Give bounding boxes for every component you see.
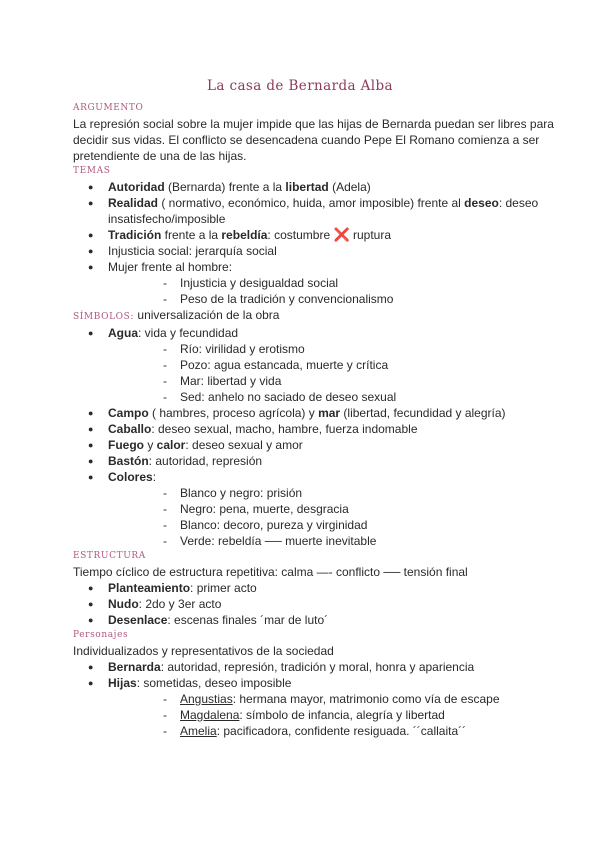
heading-estructura: ESTRUCTURA: [73, 551, 146, 561]
text: : escenas finales ´mar de luto´: [167, 613, 329, 627]
text: Mujer frente al hombre:: [108, 260, 233, 274]
underlined-name: Amelia: [180, 724, 217, 738]
simbolos-intro: universalización de la obra: [134, 308, 280, 322]
tema-realidad: [73, 195, 563, 227]
agua-sublist: [108, 341, 563, 405]
bold-text: Realidad: [108, 196, 159, 210]
bold-text: Desenlace: [108, 613, 168, 627]
list-item: [73, 580, 563, 596]
list-item: [108, 691, 563, 707]
text: : deseo sexual, macho, hambre, fuerza indomable: [151, 422, 418, 436]
list-item: - Blanco y negro: prisión: [108, 485, 563, 501]
bold-text: Bernarda: [108, 660, 161, 674]
bold-text: Caballo: [108, 422, 152, 436]
bold-text: Bastón: [108, 454, 149, 468]
bold-text: Campo: [108, 406, 149, 420]
estructura-text: Tiempo cíclico de estructura repetitiva: calma —- conflicto ── tensión final: [73, 565, 468, 579]
text: : pacificadora, confidente resiguada. ´´callaita´´: [216, 724, 467, 738]
text: (libertad, fecundidad y alegría): [340, 406, 506, 420]
estructura-list: [73, 580, 563, 628]
list-item: - Verde: rebeldía ── muerte inevitable: [108, 533, 563, 549]
simbolo-fuego: [73, 437, 563, 453]
list-item: - Río: virilidad y erotismo: [108, 341, 563, 357]
cross-mark-icon: ❌: [333, 227, 350, 242]
bold-text: Tradición: [108, 228, 162, 242]
text: ( normativo, económico, huida, amor imposible) frente al: [158, 196, 465, 210]
list-item: - Blanco: decoro, pureza y virginidad: [108, 517, 563, 533]
bold-text: Colores: [108, 470, 153, 484]
text: frente a la: [161, 228, 222, 242]
simbolos-list: [73, 325, 563, 549]
text: : sometidas, deseo imposible: [136, 676, 292, 690]
heading-personajes: Personajes: [73, 630, 129, 640]
text: : 2do y 3er acto: [138, 597, 222, 611]
text: : autoridad, represión, tradición y moral, honra y apariencia: [160, 660, 475, 674]
colores-sublist: [108, 485, 563, 549]
document-body: [73, 101, 563, 739]
text: (Adela): [328, 180, 371, 194]
heading-temas: TEMAS: [73, 166, 111, 176]
bold-text: Agua: [108, 326, 138, 340]
text: : vida y fecundidad: [138, 326, 239, 340]
bold-text: Fuego: [108, 438, 144, 452]
underlined-name: Angustias: [180, 692, 233, 706]
personaje-hijas: [73, 675, 563, 739]
list-item: [108, 723, 563, 739]
tema-autoridad: [73, 179, 563, 195]
text: : deseo sexual y amor: [185, 438, 303, 452]
tema-tradicion: [73, 227, 563, 243]
heading-simbolos: SÍMBOLOS:: [73, 312, 135, 322]
bold-text: calor: [156, 438, 186, 452]
list-item: - Negro: pena, muerte, desgracia: [108, 501, 563, 517]
simbolos-line: [73, 307, 563, 325]
simbolo-campo: [73, 405, 563, 421]
bold-text: mar: [318, 406, 341, 420]
personajes-text: Individualizados y representativos de la sociedad: [73, 644, 334, 658]
text: :: [152, 470, 157, 484]
bold-text: Autoridad: [108, 180, 165, 194]
list-item: [73, 612, 563, 628]
text: : autoridad, represión: [148, 454, 263, 468]
bold-text: Planteamiento: [108, 581, 191, 595]
bold-text: deseo: [464, 196, 499, 210]
document-title: La casa de Bernarda Alba: [206, 78, 393, 94]
bold-text: rebeldía: [221, 228, 268, 242]
text: ruptura: [349, 228, 391, 242]
list-item: [108, 707, 563, 723]
text: ( hambres, proceso agrícola) y: [148, 406, 319, 420]
list-item: - Peso de la tradición y convencionalismo: [108, 291, 563, 307]
text: (Bernarda) frente a la: [164, 180, 286, 194]
personajes-list: [73, 659, 563, 739]
list-item: [73, 596, 563, 612]
tema-mujer: [73, 259, 563, 307]
bold-text: Nudo: [108, 597, 139, 611]
temas-list: [73, 179, 563, 307]
text: : símbolo de infancia, alegría y libertad: [239, 708, 445, 722]
text: : primer acto: [190, 581, 257, 595]
bold-text: libertad: [285, 180, 329, 194]
bold-text: Hijas: [108, 676, 137, 690]
simbolo-baston: [73, 453, 563, 469]
argumento-text: La represión social sobre la mujer impide que las hijas de Bernarda puedan ser libres para decidir sus vidas. El conflicto se desencadena cuando Pepe El Romano comienza a ser pretendiente de una de las hijas.: [73, 117, 554, 163]
list-item: - Mar: libertad y vida: [108, 373, 563, 389]
underlined-name: Magdalena: [180, 708, 240, 722]
personaje-bernarda: [73, 659, 563, 675]
simbolo-caballo: [73, 421, 563, 437]
list-item: - Injusticia y desigualdad social: [108, 275, 563, 291]
text: : deseo insatisfecho/imposible: [108, 196, 539, 226]
list-item: - Pozo: agua estancada, muerte y crítica: [108, 357, 563, 373]
text: y: [144, 438, 157, 452]
text: : costumbre: [267, 228, 334, 242]
simbolo-colores: [73, 469, 563, 549]
tema-mujer-sublist: [108, 275, 563, 307]
heading-argumento: ARGUMENTO: [73, 103, 144, 113]
text: : hermana mayor, matrimonio como vía de escape: [232, 692, 500, 706]
hijas-sublist: [108, 691, 563, 739]
list-item: - Sed: anhelo no saciado de deseo sexual: [108, 389, 563, 405]
tema-injusticia: ● Injusticia social: jerarquía social: [73, 243, 563, 259]
simbolo-agua: [73, 325, 563, 405]
